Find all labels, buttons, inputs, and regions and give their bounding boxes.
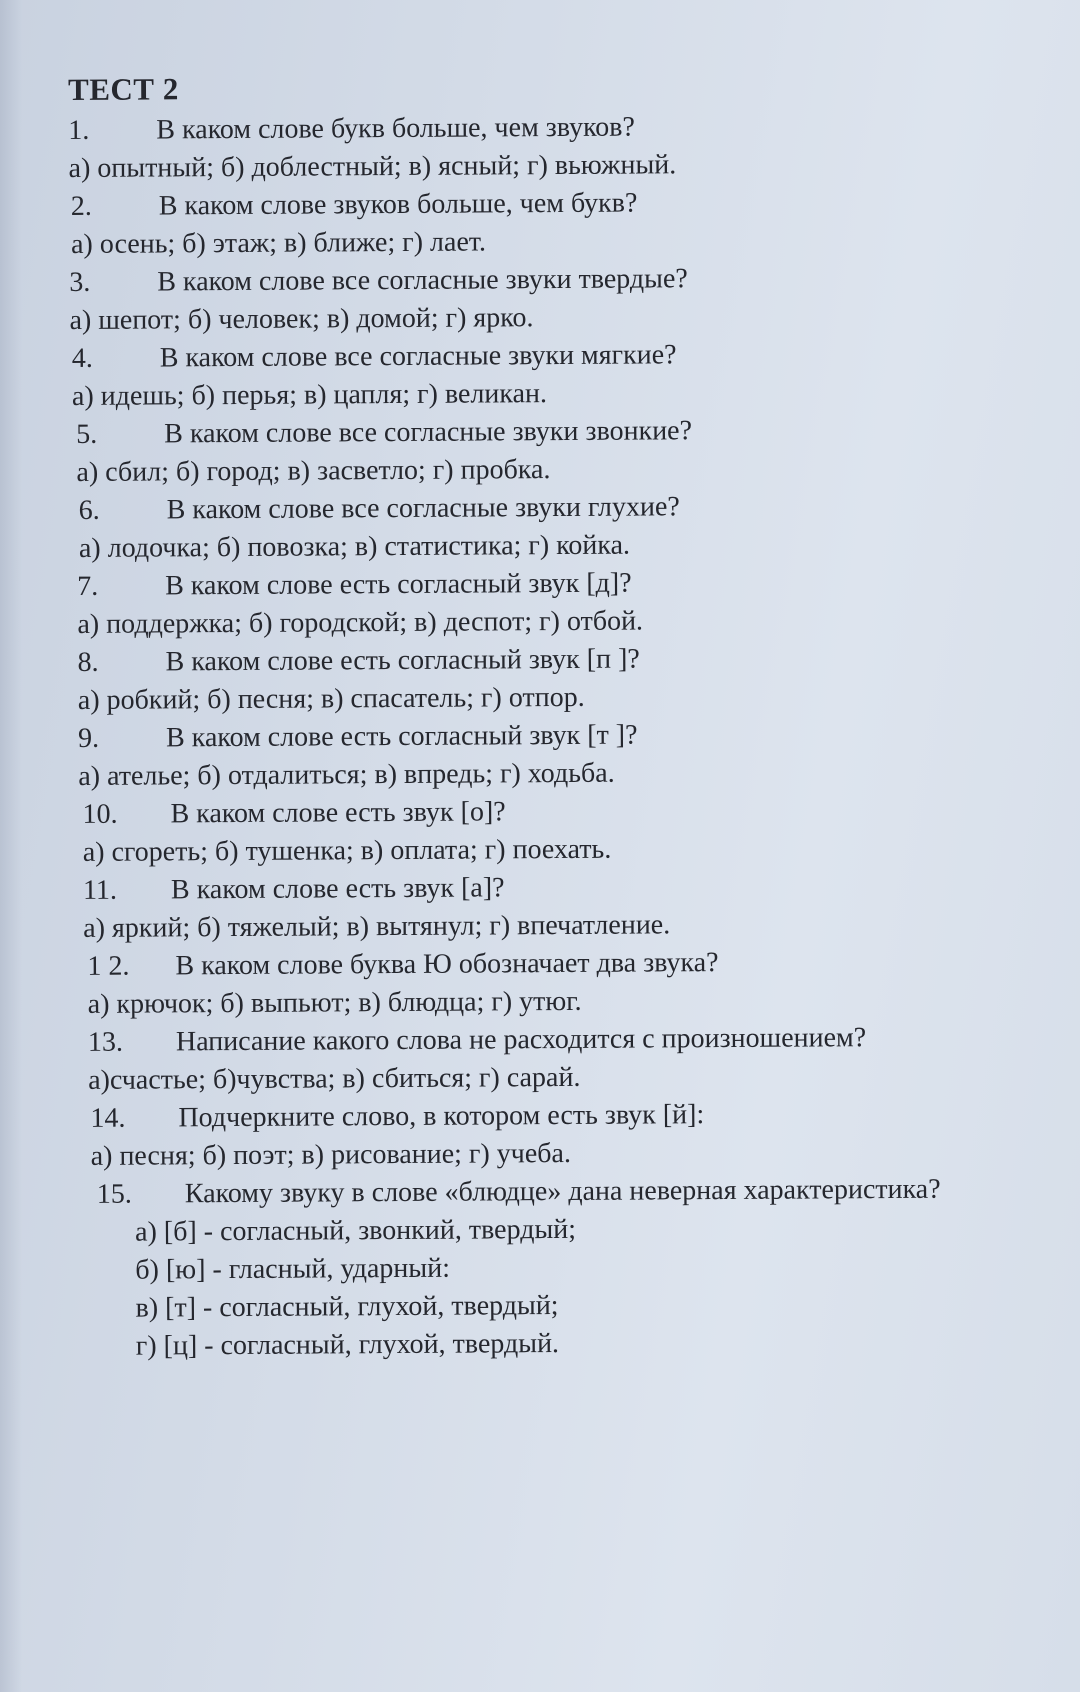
question-text: В каком слове есть согласный звук [д]? — [165, 567, 632, 602]
question-line — [72, 334, 1070, 378]
answer-options: а) идешь; б) перья; в) цапля; г) великан. — [71, 378, 548, 412]
question-1 — [68, 106, 1068, 188]
question-text: В каком слове есть звук [о]? — [170, 796, 506, 830]
question-number: 6. — [78, 494, 100, 526]
answer-option: в) [т] - согласный, глухой, твердый; — [135, 1290, 559, 1324]
question-text: В каком слове есть звук [а]? — [170, 872, 505, 906]
question-number: 1 2. — [87, 950, 130, 982]
question-text: В каком слове буква Ю обозначает два звука? — [175, 947, 719, 982]
question-number: 8. — [77, 646, 99, 678]
question-3 — [69, 258, 1069, 340]
answer-options: а) робкий; б) песня; в) спасатель; г) отпор. — [77, 681, 585, 716]
question-line — [78, 714, 1072, 758]
question-number: 4. — [71, 342, 93, 374]
answer-options: а) сбил; б) город; в) засветло; г) пробка. — [76, 454, 551, 488]
question-text: В каком слове есть согласный звук [т ]? — [165, 719, 638, 754]
question-number: 5. — [76, 418, 98, 450]
question-line — [71, 182, 1069, 226]
question-line — [69, 258, 1069, 302]
answer-options: а) поддержка; б) городской; в) деспот; г) отбой. — [77, 605, 644, 640]
question-9 — [72, 714, 1072, 796]
question-text: В каком слове букв больше, чем звуков? — [156, 111, 635, 146]
answer-options: а) осень; б) этаж; в) ближе; г) лает. — [70, 226, 487, 260]
question-text: В каком слове все согласные звуки мягкие? — [159, 339, 677, 374]
test-document — [68, 64, 1076, 1366]
answer-options: а) шепот; б) человек; в) домой; г) ярко. — [69, 302, 534, 336]
question-list — [68, 106, 1074, 1176]
question-number: 7. — [77, 570, 99, 602]
question-number: 14. — [90, 1102, 126, 1134]
question-8 — [72, 638, 1072, 720]
question-line — [88, 1018, 1074, 1062]
question-6 — [71, 486, 1071, 568]
question-14 — [74, 1094, 1074, 1176]
answer-options: а) песня; б) поэт; в) рисование; г) учеба. — [90, 1137, 571, 1172]
answer-options: а) ателье; б) отдалиться; в) впредь; г) ходьба. — [78, 757, 615, 792]
question-line — [82, 790, 1072, 834]
question-line — [83, 866, 1073, 910]
answer-options: а) яркий; б) тяжелый; в) вытянул; г) впечатление. — [83, 909, 671, 944]
question-text: Написание какого слова не расходится с произношением? — [175, 1022, 867, 1058]
question-text: В каком слове есть согласный звук [п ]? — [165, 643, 640, 678]
question-11 — [73, 866, 1073, 948]
answer-options: а) лодочка; б) повозка; в) статистика; г) койка. — [78, 529, 631, 564]
question-line — [90, 1094, 1074, 1138]
question-line — [78, 638, 1072, 682]
answer-option: б) [ю] - гласный, ударный: — [135, 1252, 451, 1286]
question-number: 9. — [77, 722, 100, 754]
question-13 — [74, 1018, 1074, 1100]
question-4 — [70, 334, 1070, 416]
question-number: 1. — [68, 114, 90, 146]
answer-options: а) сгореть; б) тушенка; в) оплата; г) поехать. — [82, 833, 612, 868]
question-2 — [69, 182, 1069, 264]
question-number: 3. — [69, 266, 91, 298]
question-text: В каком слове звуков больше, чем букв? — [158, 187, 638, 222]
question-text: В каком слове все согласные звуки твердые? — [157, 263, 688, 298]
test-title: ТЕСТ 2 — [68, 71, 179, 107]
question-15 — [75, 1170, 1076, 1366]
question-5 — [70, 410, 1070, 492]
question-12 — [73, 942, 1073, 1024]
question-10 — [72, 790, 1072, 872]
question-number: 2. — [70, 190, 92, 222]
question-number: 13. — [87, 1026, 124, 1058]
question-line — [68, 106, 1068, 150]
question-line — [97, 1170, 1075, 1214]
question-text: Подчеркните слово, в котором есть звук [й]: — [178, 1099, 705, 1134]
question-text: Какому звуку в слове «блюдце» дана неверная характеристика? — [184, 1173, 941, 1210]
question-text: В каком слове все согласные звуки звонкие? — [164, 415, 693, 450]
question-7 — [71, 562, 1071, 644]
question-number: 11. — [82, 874, 118, 906]
question-line — [76, 410, 1070, 454]
question-number: 10. — [82, 798, 118, 830]
answer-options: а)счастье; б)чувства; в) сбиться; г) сарай. — [88, 1061, 581, 1096]
question-number: 15. — [96, 1178, 132, 1210]
question-line — [77, 562, 1071, 606]
question-line — [79, 486, 1071, 530]
answer-option: а) [б] - согласный, звонкий, твердый; — [135, 1213, 577, 1248]
question-line — [87, 942, 1073, 986]
question-text: В каком слове все согласные звуки глухие? — [166, 491, 680, 526]
answer-options: а) опытный; б) доблестный; в) ясный; г) вьюжный. — [68, 149, 677, 184]
paper-edge-shadow — [0, 0, 22, 1692]
answer-option: г) [ц] - согласный, глухой, твердый. — [135, 1328, 560, 1362]
answer-options: а) крючок; б) выпьют; в) блюдца; г) утюг. — [87, 985, 582, 1020]
